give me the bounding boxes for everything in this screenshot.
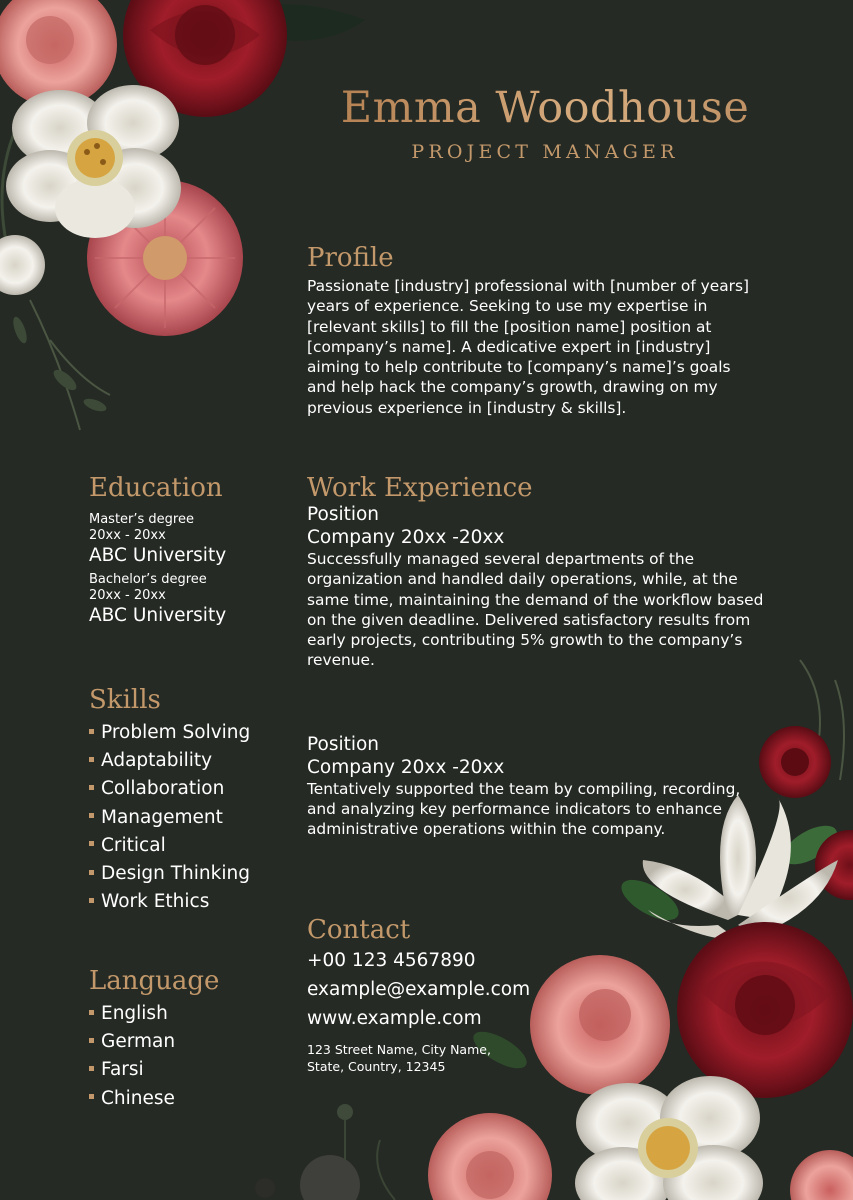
school-name: ABC University <box>89 545 227 566</box>
work-entry <box>307 734 767 840</box>
work-entry <box>307 504 767 671</box>
language-section <box>89 965 289 1113</box>
list-item <box>89 888 289 916</box>
work-heading: Work Experience <box>307 473 533 503</box>
skills-list <box>89 719 289 916</box>
contact-heading: Contact <box>307 915 411 945</box>
skills-section <box>89 684 289 916</box>
language-heading: Language <box>89 966 220 996</box>
bullet-icon <box>89 1066 94 1071</box>
bullet-icon <box>89 898 94 903</box>
skills-heading: Skills <box>89 685 161 715</box>
degree-name: Master’s degree <box>89 512 194 527</box>
language-list <box>89 1000 289 1113</box>
contact-website: www.example.com <box>307 1008 482 1029</box>
list-item <box>89 719 289 747</box>
contact-email: example@example.com <box>307 979 531 1000</box>
bullet-icon <box>89 870 94 875</box>
bullet-icon <box>89 1038 94 1043</box>
language-label: Farsi <box>101 1059 144 1081</box>
education-heading: Education <box>89 473 223 503</box>
school-name: ABC University <box>89 605 227 626</box>
list-item <box>89 1056 289 1084</box>
job-description: Tentatively supported the team by compiling, recording, and analyzing key performance indicators to enhance administrative operations within the company. <box>307 779 741 839</box>
job-description: Successfully managed several departments of the organization and handled daily operations, while, at the same time, maintaining the demand of the workflow based on the given deadline. Delivered satisfactory results from early projects, contributing 5% growth to the company’s revenue. <box>307 550 764 670</box>
list-item <box>89 775 289 803</box>
contact-address <box>307 1041 707 1075</box>
skill-label: Critical <box>101 834 166 856</box>
skill-label: Work Ethics <box>101 891 210 913</box>
list-item <box>89 1000 289 1028</box>
address-line: State, Country, 12345 <box>307 1059 446 1074</box>
skill-label: Design Thinking <box>101 863 250 885</box>
list-item <box>89 804 289 832</box>
bullet-icon <box>89 841 94 846</box>
skill-label: Collaboration <box>101 778 225 800</box>
bullet-icon <box>89 1010 94 1015</box>
education-entry <box>89 572 289 628</box>
profile-text: Passionate [industry] professional with [number of years] years of experience. Seeking to use my expertise in [relevant skills] to fill the [position name] position at [company’s name]. A dedicative expert in [industry] aiming to help contribute to [company’s name]’s goals and help hack the company’s growth, drawing on my previous experience in [industry & skills]. <box>307 277 750 417</box>
degree-years: 20xx - 20xx <box>89 588 166 603</box>
address-line: 123 Street Name, City Name, <box>307 1042 491 1057</box>
job-title: PROJECT MANAGER <box>411 141 679 163</box>
skill-label: Management <box>101 806 223 828</box>
education-section <box>89 472 289 632</box>
skill-label: Adaptability <box>101 750 213 772</box>
bullet-icon <box>89 1094 94 1099</box>
profile-section <box>307 242 757 418</box>
work-experience-section <box>307 472 767 840</box>
list-item <box>89 1085 289 1113</box>
position-title: Position <box>307 733 380 755</box>
skill-label: Problem Solving <box>101 722 251 743</box>
education-entry <box>89 512 289 568</box>
bullet-icon <box>89 813 94 818</box>
language-label: English <box>101 1003 168 1024</box>
list-item <box>89 1028 289 1056</box>
list-item <box>89 832 289 860</box>
language-label: Chinese <box>101 1087 175 1109</box>
company-dates: Company 20xx -20xx <box>307 527 505 548</box>
position-title: Position <box>307 504 380 525</box>
company-dates: Company 20xx -20xx <box>307 756 505 778</box>
contact-phone: +00 123 4567890 <box>307 950 476 971</box>
bullet-icon <box>89 785 94 790</box>
resume-name: Emma Woodhouse <box>300 82 790 134</box>
list-item <box>89 747 289 775</box>
list-item <box>89 860 289 888</box>
degree-years: 20xx - 20xx <box>89 528 166 543</box>
language-label: German <box>101 1031 176 1053</box>
contact-section <box>307 914 707 1075</box>
bullet-icon <box>89 757 94 762</box>
profile-heading: Profile <box>307 243 394 273</box>
degree-name: Bachelor’s degree <box>89 572 207 587</box>
bullet-icon <box>89 729 94 734</box>
